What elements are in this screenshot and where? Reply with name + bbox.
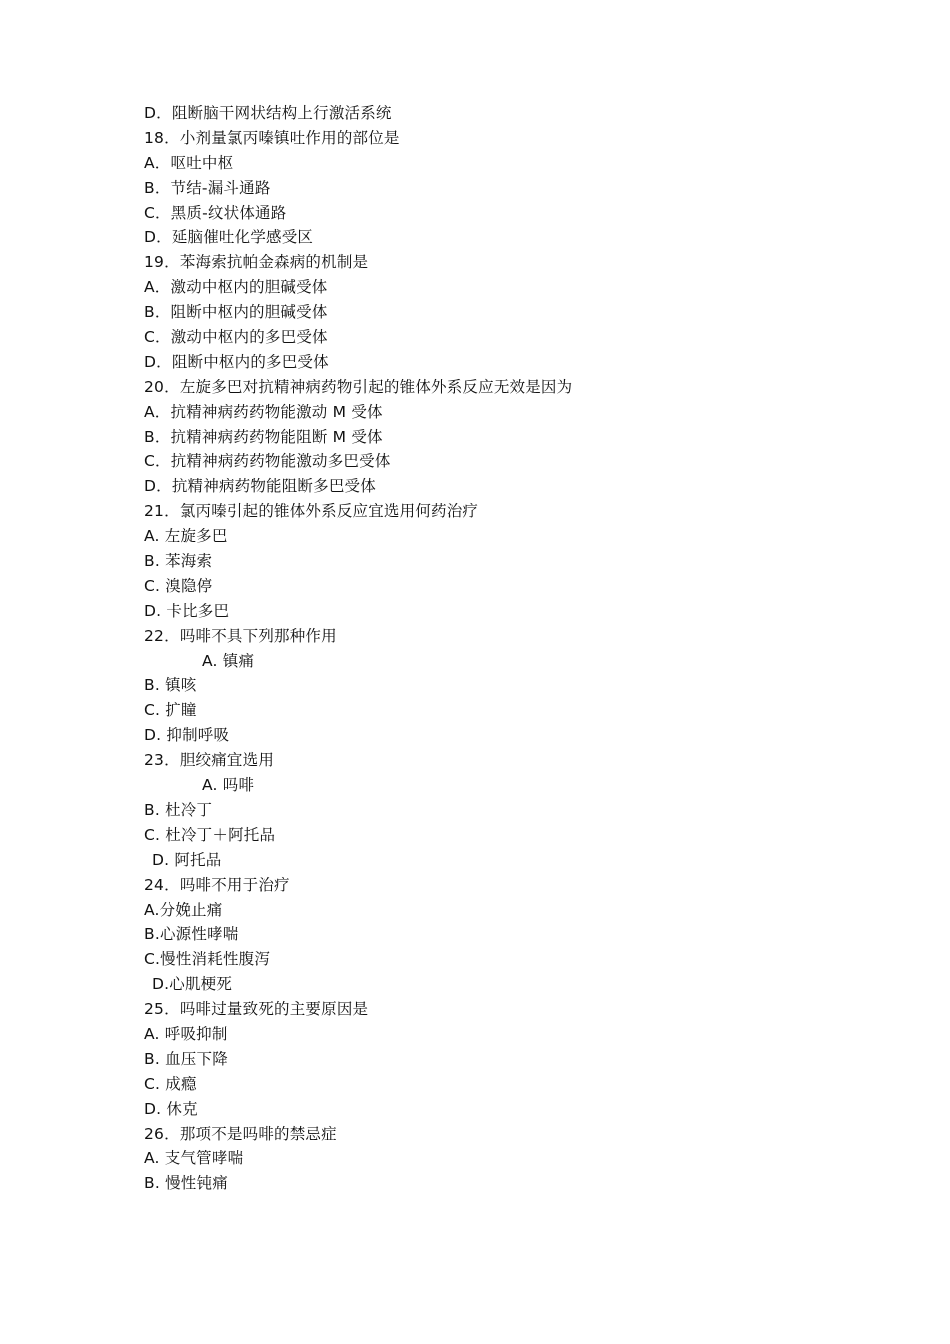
question-line: 25．吗啡过量致死的主要原因是 [144, 1000, 369, 1019]
option-line: C. 杜冷丁＋阿托品 [144, 825, 276, 844]
option-line: A. 吗啡 [202, 776, 255, 795]
option-line: B. 苯海索 [144, 552, 213, 571]
question-line: 20．左旋多巴对抗精神病药物引起的锥体外系反应无效是因为 [144, 377, 573, 396]
option-line: C．激动中枢内的多巴受体 [144, 328, 328, 347]
option-line: A．抗精神病药药物能激动 M 受体 [144, 402, 383, 421]
option-line: C. 扩瞳 [144, 701, 197, 720]
option-line: D．抗精神病药物能阻断多巴受体 [144, 477, 376, 496]
option-line: B. 镇咳 [144, 676, 197, 695]
option-line: A. 左旋多巴 [144, 527, 228, 546]
question-line: 22．吗啡不具下列那种作用 [144, 626, 337, 645]
question-line: 21．氯丙嗪引起的锥体外系反应宜选用何药治疗 [144, 502, 479, 521]
question-line: 23．胆绞痛宜选用 [144, 751, 275, 770]
option-line: B.心源性哮喘 [144, 925, 239, 944]
option-line: B．节结-漏斗通路 [144, 178, 271, 197]
option-line: C. 溴隐停 [144, 576, 213, 595]
option-line: D. 卡比多巴 [144, 601, 230, 620]
option-line: D. 阿托品 [152, 850, 222, 869]
question-line: 19．苯海索抗帕金森病的机制是 [144, 253, 369, 272]
option-line: C.慢性消耗性腹泻 [144, 950, 271, 969]
option-line: A. 呼吸抑制 [144, 1024, 228, 1043]
option-line: A. 镇痛 [202, 651, 255, 670]
question-line: 24．吗啡不用于治疗 [144, 875, 290, 894]
option-line: D. 休克 [144, 1099, 198, 1118]
option-line: B．抗精神病药药物能阻断 M 受体 [144, 427, 383, 446]
option-line: A.分娩止痛 [144, 900, 223, 919]
option-line: A．激动中枢内的胆碱受体 [144, 278, 328, 297]
option-line: B. 血压下降 [144, 1049, 228, 1068]
option-line: C. 成瘾 [144, 1074, 197, 1093]
option-line: D．延脑催吐化学感受区 [144, 228, 314, 247]
option-line: C．黑质-纹状体通路 [144, 203, 287, 222]
option-line: D. 抑制呼吸 [144, 726, 230, 745]
option-line: B. 慢性钝痛 [144, 1174, 228, 1193]
question-list [144, 101, 844, 1196]
option-line: D．阻断中枢内的多巴受体 [144, 352, 329, 371]
question-line: 26．那项不是吗啡的禁忌症 [144, 1124, 337, 1143]
option-line: A．呕吐中枢 [144, 153, 234, 172]
option-line: B．阻断中枢内的胆碱受体 [144, 303, 328, 322]
option-line: D.心肌梗死 [152, 975, 233, 994]
option-line: B. 杜冷丁 [144, 800, 213, 819]
question-line: 18．小剂量氯丙嗪镇吐作用的部位是 [144, 128, 400, 147]
option-line: C．抗精神病药药物能激动多巴受体 [144, 452, 391, 471]
option-line: A. 支气管哮喘 [144, 1149, 244, 1168]
option-line: D．阻断脑干网状结构上行激活系统 [144, 104, 392, 122]
